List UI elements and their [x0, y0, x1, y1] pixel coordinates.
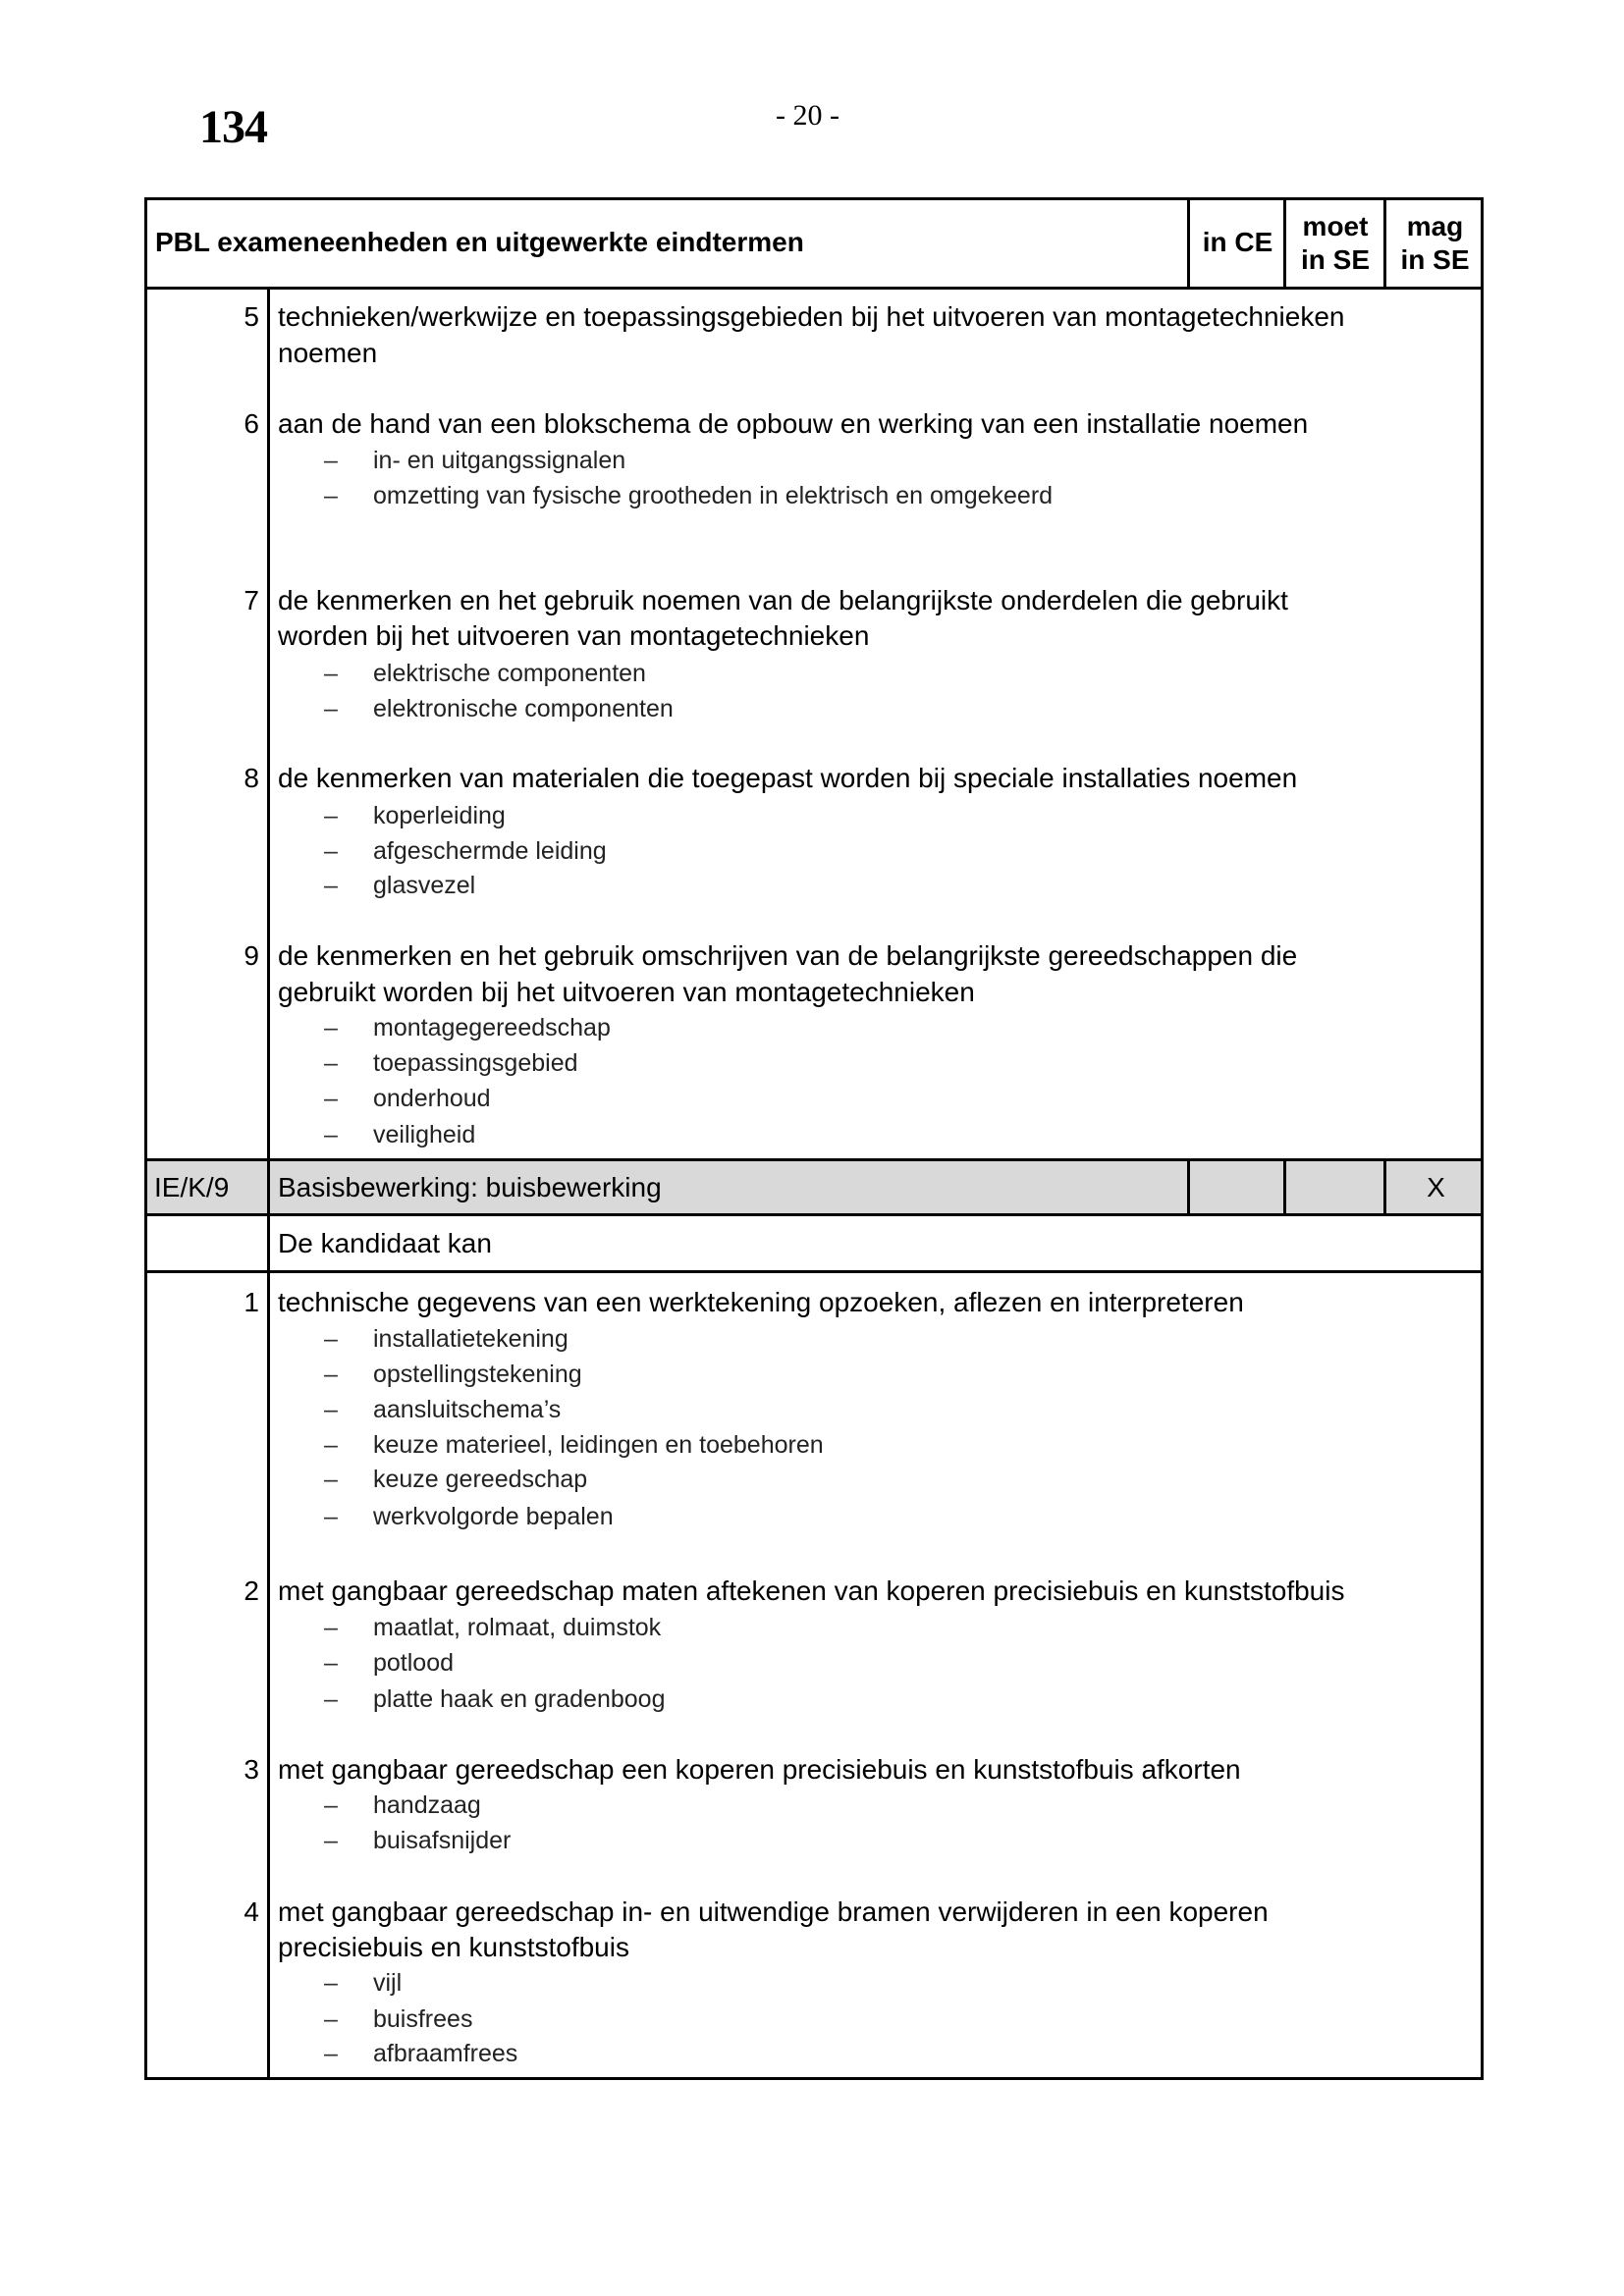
dash-bullet-icon: – — [324, 482, 338, 509]
page-sub-number: - 20 - — [776, 99, 839, 132]
dash-bullet-icon: – — [324, 1466, 338, 1493]
item-number: 6 — [244, 408, 259, 439]
item-text: precisiebuis en kunststofbuis — [278, 1932, 629, 1962]
sub-item: – montagegereedschap — [324, 1010, 611, 1045]
header-in-ce: in CE — [1202, 227, 1273, 257]
sub-item: – potlood — [324, 1645, 454, 1681]
dash-bullet-icon: – — [324, 837, 338, 865]
sub-item: – afbraamfrees — [324, 2036, 517, 2071]
item-text: met gangbaar gereedschap een koperen precisiebuis en kunststofbuis afkorten — [278, 1754, 1241, 1785]
item-number: 5 — [244, 301, 259, 332]
header-mag-in-se-line2: in SE — [1400, 244, 1470, 275]
sub-item: – handzaag — [324, 1788, 481, 1823]
item-number: 9 — [244, 940, 259, 971]
item-text: met gangbaar gereedschap in- en uitwendige bramen verwijderen in een koperen — [278, 1896, 1269, 1927]
dash-bullet-icon: – — [324, 1121, 338, 1148]
item-number: 1 — [244, 1287, 259, 1317]
dash-bullet-icon: – — [324, 1503, 338, 1530]
item-text: noemen — [278, 338, 378, 368]
sub-item: – keuze materieel, leidingen en toebehoren — [324, 1427, 824, 1463]
sub-item: – afgeschermde leiding — [324, 833, 607, 869]
item-text: aan de hand van een blokschema de opbouw en werking van een installatie noemen — [278, 408, 1309, 439]
dash-bullet-icon: – — [324, 1614, 338, 1641]
item-number: 7 — [244, 585, 259, 615]
page-number: 134 — [199, 101, 267, 153]
item-text: technieken/werkwijze en toepassingsgebieden bij het uitvoeren van montagetechnieken — [278, 301, 1345, 332]
sub-item: – aansluitschema’s — [324, 1392, 561, 1427]
item-text: de kenmerken en het gebruik noemen van de belangrijkste onderdelen die gebruikt — [278, 585, 1288, 615]
dash-bullet-icon: – — [324, 872, 338, 899]
sub-item: – installatietekening — [324, 1321, 568, 1357]
section-code: IE/K/9 — [154, 1172, 230, 1202]
sub-item: – onderhoud — [324, 1081, 491, 1116]
divider — [144, 1270, 1484, 1273]
dash-bullet-icon: – — [324, 695, 338, 722]
dash-bullet-icon: – — [324, 802, 338, 829]
dash-bullet-icon: – — [324, 1361, 338, 1388]
item-text: worden bij het uitvoeren van montagetechnieken — [278, 620, 870, 651]
sub-item: – vijl — [324, 1965, 402, 2001]
item-number: 8 — [244, 763, 259, 793]
item-text: de kenmerken en het gebruik omschrijven van de belangrijkste gereedschappen die — [278, 940, 1298, 971]
dash-bullet-icon: – — [324, 660, 338, 687]
dash-bullet-icon: – — [324, 447, 338, 474]
section-title: Basisbewerking: buisbewerking — [278, 1172, 662, 1202]
section-intro: De kandidaat kan — [278, 1228, 492, 1258]
dash-bullet-icon: – — [324, 1431, 338, 1459]
mag-in-se-mark: X — [1427, 1172, 1445, 1202]
dash-bullet-icon: – — [324, 1649, 338, 1677]
header-mag-in-se-line1: mag — [1406, 211, 1464, 241]
dash-bullet-icon: – — [324, 2005, 338, 2033]
header-moet-in-se-line1: moet — [1302, 211, 1369, 241]
item-text: met gangbaar gereedschap maten aftekenen van koperen precisiebuis en kunststofbuis — [278, 1575, 1345, 1606]
sub-item: – werkvolgorde bepalen — [324, 1499, 614, 1534]
sub-item: – koperleiding — [324, 798, 506, 833]
sub-item: – toepassingsgebied — [324, 1045, 578, 1081]
sub-item: – omzetting van fysische grootheden in elektrisch en omgekeerd — [324, 478, 1053, 513]
divider — [267, 288, 270, 2080]
sub-item: – buisafsnijder — [324, 1823, 511, 1858]
sub-item: – buisfrees — [324, 2002, 472, 2037]
dash-bullet-icon: – — [324, 1325, 338, 1353]
dash-bullet-icon: – — [324, 1014, 338, 1041]
dash-bullet-icon: – — [324, 1085, 338, 1112]
sub-item: – platte haak en gradenboog — [324, 1682, 665, 1717]
sub-item: – veiligheid — [324, 1117, 475, 1152]
dash-bullet-icon: – — [324, 1969, 338, 1997]
item-text: de kenmerken van materialen die toegepast worden bij speciale installaties noemen — [278, 763, 1298, 793]
sub-item: – elektrische componenten — [324, 656, 646, 691]
dash-bullet-icon: – — [324, 1049, 338, 1077]
sub-item: – glasvezel — [324, 868, 475, 903]
dash-bullet-icon: – — [324, 1685, 338, 1713]
item-number: 4 — [244, 1896, 259, 1927]
dash-bullet-icon: – — [324, 1791, 338, 1819]
item-number: 2 — [244, 1575, 259, 1606]
table-header-title: PBL exameneenheden en uitgewerkte eindtermen — [155, 227, 804, 257]
dash-bullet-icon: – — [324, 2040, 338, 2067]
sub-item: – maatlat, rolmaat, duimstok — [324, 1610, 661, 1645]
item-text: gebruikt worden bij het uitvoeren van montagetechnieken — [278, 977, 975, 1007]
item-number: 3 — [244, 1754, 259, 1785]
dash-bullet-icon: – — [324, 1827, 338, 1854]
sub-item: – keuze gereedschap — [324, 1462, 587, 1497]
item-text: technische gegevens van een werktekening opzoeken, aflezen en interpreteren — [278, 1287, 1244, 1317]
header-moet-in-se-line2: in SE — [1300, 244, 1370, 275]
dash-bullet-icon: – — [324, 1396, 338, 1423]
sub-item: – in- en uitgangssignalen — [324, 443, 625, 478]
sub-item: – opstellingstekening — [324, 1357, 582, 1392]
sub-item: – elektronische componenten — [324, 691, 674, 726]
